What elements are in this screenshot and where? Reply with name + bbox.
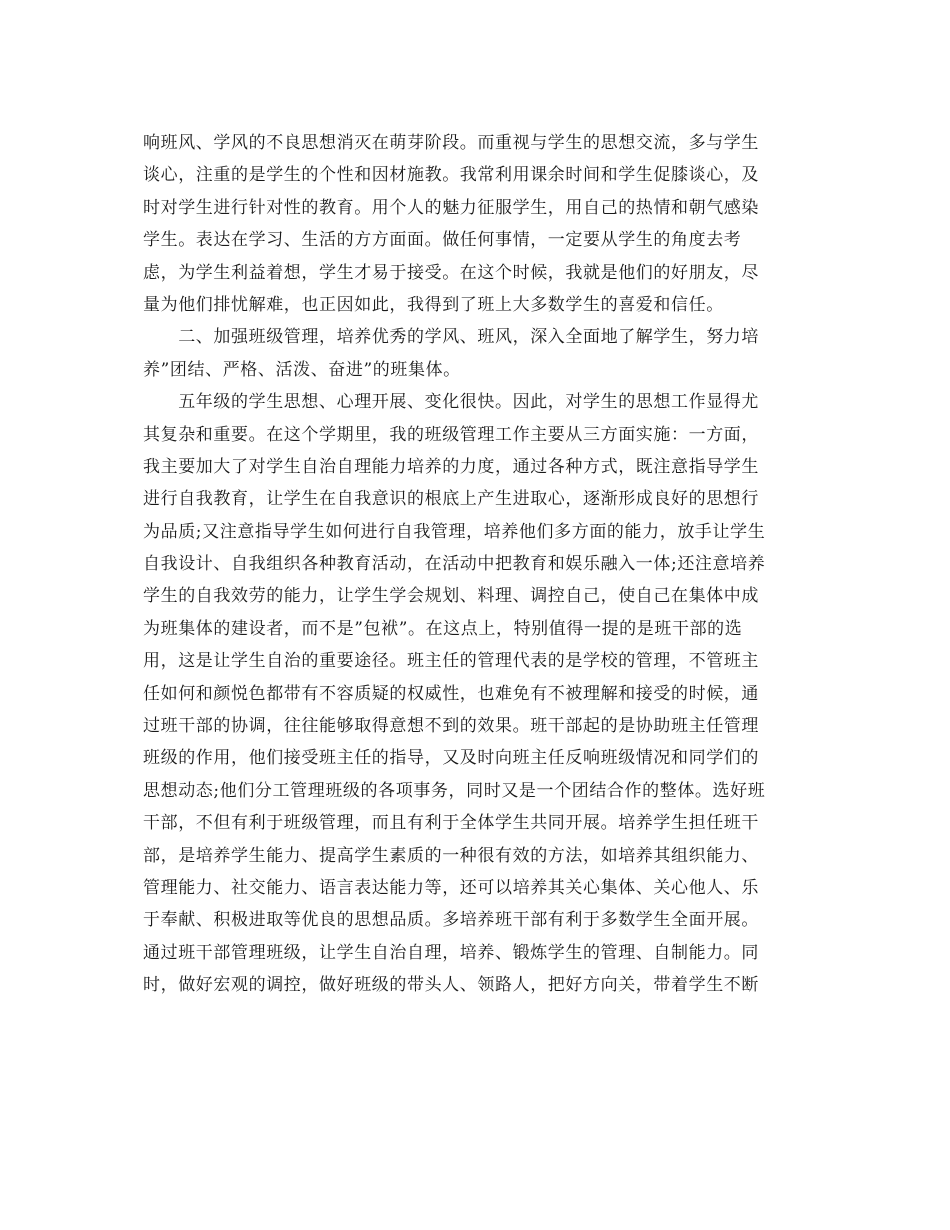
- text-line: 为品质;又注意指导学生如何进行自我管理，培养他们多方面的能力，放手让学生: [143, 521, 766, 542]
- text-line: 通过班干部管理班级，让学生自治自理，培养、锻炼学生的管理、自制能力。同: [143, 942, 759, 963]
- text-line: 为班集体的建设者，而不是”包袱”。在这点上，特别值得一提的是班干部的选: [143, 618, 743, 639]
- text-line: 思想动态;他们分工管理班级的各项事务，同时又是一个团结合作的整体。选好班: [143, 780, 766, 801]
- text-line: 养”团结、严格、活泼、奋进”的班集体。: [143, 359, 461, 380]
- text-line: 学生的自我效劳的能力，让学生学会规划、料理、调控自己，使自己在集体中成: [143, 586, 759, 607]
- text-line: 管理能力、社交能力、语言表达能力等，还可以培养其关心集体、关心他人、乐: [143, 877, 759, 898]
- text-line: 二、加强班级管理，培养优秀的学风、班风，深入全面地了解学生，努力培: [143, 327, 759, 348]
- text-line: 时，做好宏观的调控，做好班级的带头人、领路人，把好方向关，带着学生不断: [143, 975, 759, 996]
- text-line: 班级的作用，他们接受班主任的指导，又及时向班主任反响班级情况和同学们的: [143, 748, 759, 769]
- text-line: 五年级的学生思想、心理开展、变化很快。因此，对学生的思想工作显得尤: [143, 392, 759, 413]
- text-line: 学生。表达在学习、生活的方方面面。做任何事情，一定要从学生的角度去考: [143, 230, 742, 251]
- text-line: 响班风、学风的不良思想消灭在萌芽阶段。而重视与学生的思想交流，多与学生: [143, 133, 759, 153]
- text-line: 谈心，注重的是学生的个性和因材施教。我常利用课余时间和学生促膝谈心，及: [143, 165, 759, 186]
- text-line: 于奉献、积极进取等优良的思想品质。多培养班干部有利于多数学生全面开展。: [143, 910, 759, 931]
- text-line: 时对学生进行针对性的教育。用个人的魅力征服学生，用自己的热情和朝气感染: [143, 197, 759, 218]
- text-line: 量为他们排忧解难，也正因如此，我得到了班上大多数学生的喜爱和信任。: [143, 294, 724, 315]
- text-line: 过班干部的协调，往往能够取得意想不到的效果。班干部起的是协助班主任管理: [143, 716, 759, 737]
- text-line: 干部，不但有利于班级管理，而且有利于全体学生共同开展。培养学生担任班干: [143, 813, 759, 834]
- text-line: 自我设计、自我组织各种教育活动，在活动中把教育和娱乐融入一体;还注意培养: [143, 554, 766, 575]
- text-line: 其复杂和重要。在这个学期里，我的班级管理工作主要从三方面实施：一方面，: [143, 424, 759, 445]
- text-line: 部，是培养学生能力、提高学生素质的一种很有效的方法，如培养其组织能力、: [143, 845, 759, 866]
- text-line: 进行自我教育，让学生在自我意识的根底上产生进取心，逐渐形成良好的思想行: [143, 489, 759, 510]
- text-line: 任如何和颜悦色都带有不容质疑的权威性，也难免有不被理解和接受的时候，通: [143, 683, 759, 704]
- text-line: 用，这是让学生自治的重要途径。班主任的管理代表的是学校的管理，不管班主: [143, 651, 759, 672]
- document-body: [143, 127, 823, 1002]
- text-line: 我主要加大了对学生自治自理能力培养的力度，通过各种方式，既注意指导学生: [143, 456, 759, 477]
- text-line: 虑，为学生利益着想，学生才易于接受。在这个时候，我就是他们的好朋友，尽: [143, 262, 759, 283]
